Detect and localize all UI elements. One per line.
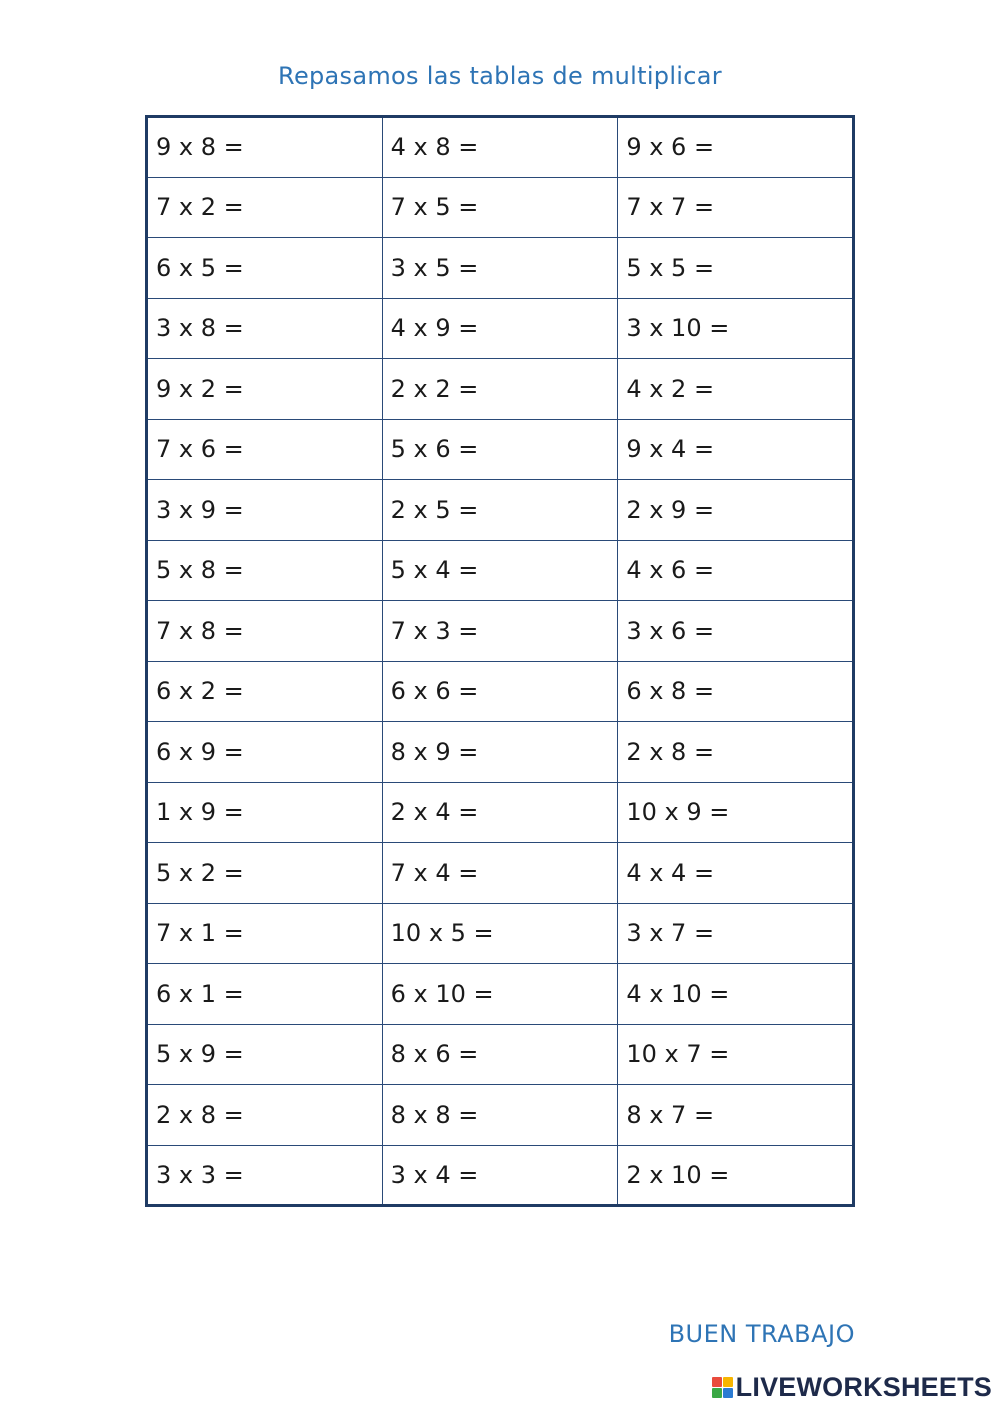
multiplication-exercise[interactable]: 7 x 2 = [147,177,383,238]
multiplication-exercise[interactable]: 6 x 1 = [147,964,383,1025]
logo-square [723,1388,733,1398]
multiplication-exercise[interactable]: 2 x 8 = [147,1085,383,1146]
table-row [147,238,854,299]
logo-square [712,1377,722,1387]
multiplication-exercise[interactable]: 2 x 4 = [382,782,618,843]
multiplication-exercise[interactable]: 3 x 4 = [382,1145,618,1206]
table-row [147,964,854,1025]
multiplication-exercise[interactable]: 8 x 8 = [382,1085,618,1146]
multiplication-exercise[interactable]: 5 x 4 = [382,540,618,601]
table-row [147,722,854,783]
logo-square [723,1377,733,1387]
table-row [147,661,854,722]
multiplication-exercise[interactable]: 7 x 6 = [147,419,383,480]
multiplication-exercise[interactable]: 7 x 3 = [382,601,618,662]
multiplication-exercise[interactable]: 4 x 8 = [382,117,618,178]
multiplication-exercise[interactable]: 10 x 9 = [618,782,854,843]
multiplication-exercise[interactable]: 5 x 8 = [147,540,383,601]
multiplication-exercise[interactable]: 7 x 7 = [618,177,854,238]
multiplication-exercise[interactable]: 8 x 6 = [382,1024,618,1085]
table-row [147,782,854,843]
multiplication-exercise[interactable]: 8 x 9 = [382,722,618,783]
multiplication-exercise[interactable]: 6 x 6 = [382,661,618,722]
multiplication-exercise[interactable]: 6 x 2 = [147,661,383,722]
multiplication-exercise[interactable]: 10 x 7 = [618,1024,854,1085]
multiplication-exercise[interactable]: 3 x 8 = [147,298,383,359]
multiplication-exercise[interactable]: 3 x 9 = [147,480,383,541]
multiplication-exercise[interactable]: 7 x 1 = [147,903,383,964]
multiplication-table [145,115,855,1207]
multiplication-exercise[interactable]: 3 x 10 = [618,298,854,359]
multiplication-exercise[interactable]: 7 x 5 = [382,177,618,238]
table-row [147,843,854,904]
multiplication-exercise[interactable]: 4 x 9 = [382,298,618,359]
multiplication-exercise[interactable]: 6 x 5 = [147,238,383,299]
liveworksheets-logo-icon [712,1377,733,1398]
multiplication-exercise[interactable]: 3 x 5 = [382,238,618,299]
multiplication-exercise[interactable]: 5 x 9 = [147,1024,383,1085]
multiplication-exercise[interactable]: 7 x 8 = [147,601,383,662]
multiplication-exercise[interactable]: 2 x 10 = [618,1145,854,1206]
multiplication-exercise[interactable]: 4 x 2 = [618,359,854,420]
multiplication-exercise[interactable]: 2 x 5 = [382,480,618,541]
table-row [147,117,854,178]
table-row [147,1024,854,1085]
multiplication-exercise[interactable]: 9 x 8 = [147,117,383,178]
multiplication-exercise[interactable]: 9 x 4 = [618,419,854,480]
multiplication-exercise[interactable]: 3 x 3 = [147,1145,383,1206]
multiplication-exercise[interactable]: 9 x 6 = [618,117,854,178]
table-row [147,298,854,359]
table-row [147,419,854,480]
multiplication-exercise[interactable]: 4 x 6 = [618,540,854,601]
table-row [147,177,854,238]
logo-square [712,1388,722,1398]
liveworksheets-brand[interactable] [712,1372,992,1403]
multiplication-exercise[interactable]: 5 x 6 = [382,419,618,480]
multiplication-exercise[interactable]: 4 x 4 = [618,843,854,904]
multiplication-exercise[interactable]: 2 x 8 = [618,722,854,783]
multiplication-exercise[interactable]: 6 x 9 = [147,722,383,783]
multiplication-exercise[interactable]: 2 x 9 = [618,480,854,541]
multiplication-table-body [147,117,854,1206]
multiplication-exercise[interactable]: 1 x 9 = [147,782,383,843]
table-row [147,1085,854,1146]
multiplication-exercise[interactable]: 10 x 5 = [382,903,618,964]
table-row [147,1145,854,1206]
multiplication-exercise[interactable]: 4 x 10 = [618,964,854,1025]
multiplication-exercise[interactable]: 5 x 5 = [618,238,854,299]
multiplication-exercise[interactable]: 3 x 7 = [618,903,854,964]
multiplication-exercise[interactable]: 2 x 2 = [382,359,618,420]
table-row [147,359,854,420]
table-row [147,903,854,964]
multiplication-exercise[interactable]: 5 x 2 = [147,843,383,904]
multiplication-exercise[interactable]: 8 x 7 = [618,1085,854,1146]
multiplication-exercise[interactable]: 6 x 8 = [618,661,854,722]
table-row [147,540,854,601]
multiplication-exercise[interactable]: 9 x 2 = [147,359,383,420]
table-row [147,480,854,541]
table-row [147,601,854,662]
multiplication-exercise[interactable]: 3 x 6 = [618,601,854,662]
brand-name: LIVEWORKSHEETS [735,1372,992,1402]
multiplication-exercise[interactable]: 7 x 4 = [382,843,618,904]
worksheet-title: Repasamos las tablas de multiplicar [278,62,722,90]
footer-note: BUEN TRABAJO [668,1320,855,1348]
multiplication-exercise[interactable]: 6 x 10 = [382,964,618,1025]
